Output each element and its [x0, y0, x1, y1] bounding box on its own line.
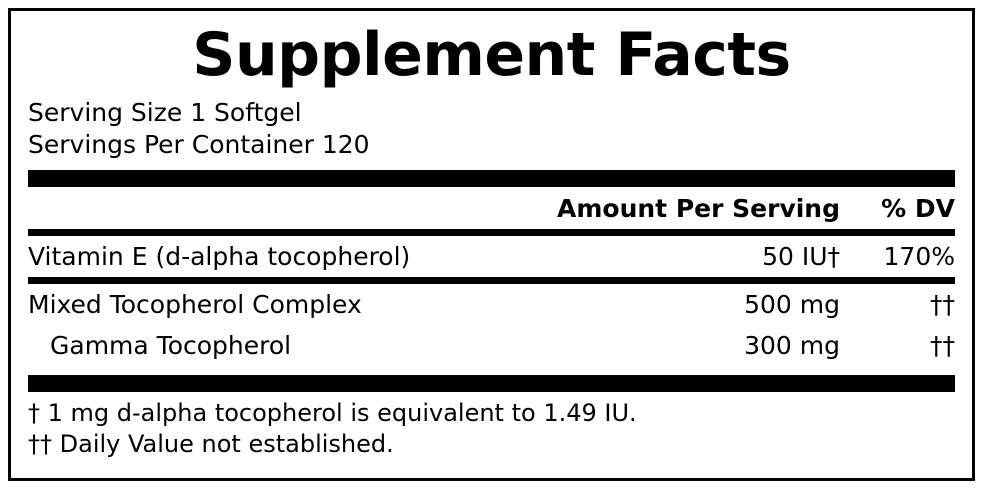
row-amount: 300 mg	[744, 331, 840, 360]
footnote-dagger: † 1 mg d-alpha tocopherol is equivalent to 1.49 IU.	[28, 399, 637, 427]
row-dv: ††	[930, 290, 955, 319]
row-nutrient-name: Vitamin E (d-alpha tocopherol)	[28, 242, 411, 271]
row-nutrient-name: Mixed Tocopherol Complex	[28, 290, 362, 319]
table-header-row	[28, 187, 955, 229]
serving-info	[28, 97, 955, 161]
table-row	[28, 236, 955, 277]
header-amount-per-serving: Amount Per Serving	[557, 194, 840, 223]
footnote-double-dagger: †† Daily Value not established.	[28, 430, 394, 459]
supplement-facts-content	[28, 17, 955, 472]
page-title: Supplement Facts	[192, 20, 791, 90]
divider-below-vitamin-e	[28, 277, 955, 284]
serving-size: Serving Size 1 Softgel	[28, 98, 302, 127]
divider-thick-bottom	[28, 375, 955, 392]
row-dv: ††	[930, 331, 955, 360]
divider-thick-top	[28, 170, 955, 187]
footnotes	[28, 398, 955, 460]
row-nutrient-name: Gamma Tocopherol	[50, 331, 292, 360]
row-dv: 170%	[883, 242, 955, 271]
divider-below-header	[28, 229, 955, 236]
servings-per-container: Servings Per Container 120	[28, 130, 370, 159]
row-amount: 50 IU†	[762, 242, 840, 271]
supplement-facts-panel	[8, 8, 975, 481]
table-row	[28, 284, 955, 325]
row-amount: 500 mg	[744, 290, 840, 319]
table-row	[28, 325, 955, 366]
header-percent-dv: % DV	[881, 194, 955, 223]
